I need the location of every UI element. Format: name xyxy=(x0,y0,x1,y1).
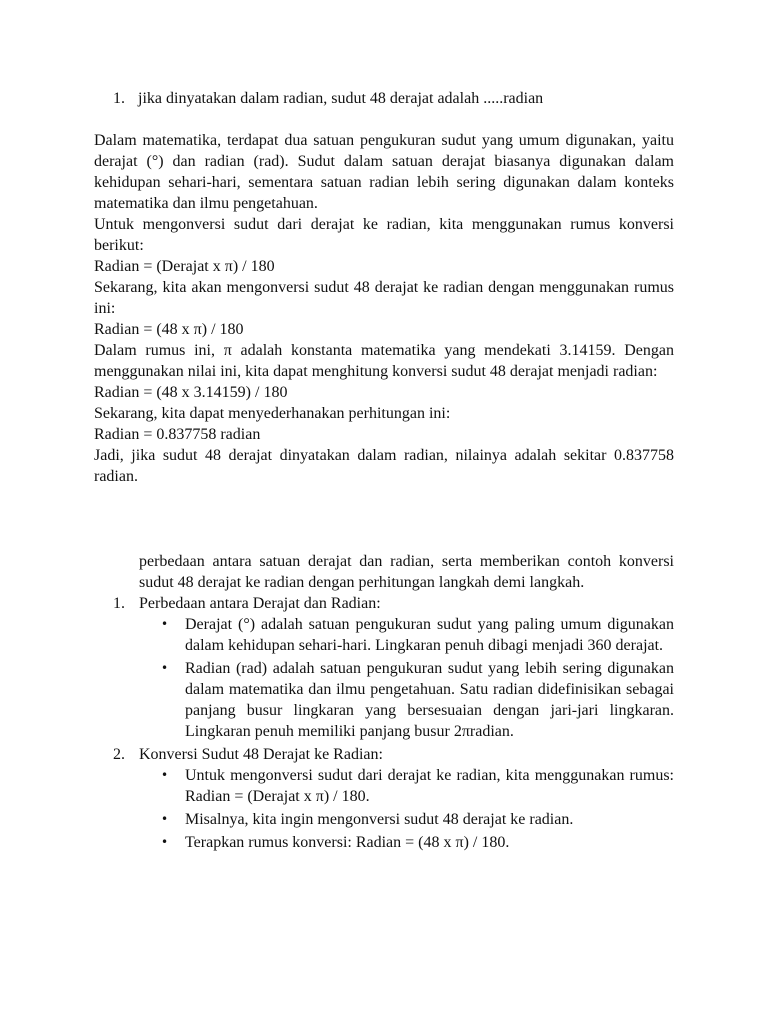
answer-body xyxy=(94,130,674,487)
question-line xyxy=(113,88,673,109)
bullet-terapkan: • Terapkan rumus konversi: Radian = (48 x π) / 180. xyxy=(185,832,674,853)
paragraph-simplify: Sekarang, kita dapat menyederhanakan perhitungan ini: xyxy=(94,405,451,422)
section-two-intro: perbedaan antara satuan derajat dan radian, serta memberikan contoh konversi sudut 48 derajat ke radian dengan perhitungan langkah demi langkah. xyxy=(139,553,674,591)
paragraph-intro: Dalam matematika, terdapat dua satuan pengukuran sudut yang umum digunakan, yaitu derajat (°) dan radian (rad). Sudut dalam satuan derajat biasanya digunakan dalam kehidupan sehari-hari, sementara satuan radian lebih sering digunakan dalam konteks matematika dan ilmu pengetahuan. xyxy=(94,132,674,212)
bullet-list xyxy=(139,765,674,853)
paragraph-conclusion: Jadi, jika sudut 48 derajat dinyatakan dalam radian, nilainya adalah sekitar 0.837758 radian. xyxy=(94,447,674,485)
bullet-list xyxy=(139,614,674,742)
bullet-derajat: • Derajat (°) adalah satuan pengukuran sudut yang paling umum digunakan dalam kehidupan sehari-hari. Lingkaran penuh dibagi menjadi 360 derajat. xyxy=(185,614,674,656)
bullet-rumus: • Untuk mengonversi sudut dari derajat ke radian, kita menggunakan rumus: Radian = (Derajat x π) / 180. xyxy=(185,765,674,807)
question-text: jika dinyatakan dalam radian, sudut 48 derajat adalah .....radian xyxy=(138,90,544,107)
formula-48: Radian = (48 x π) / 180 xyxy=(94,321,244,338)
bullet-misalnya: • Misalnya, kita ingin mengonversi sudut 48 derajat ke radian. xyxy=(185,809,674,830)
section-two xyxy=(113,551,674,855)
section-two-list xyxy=(113,593,674,853)
question-number: 1. xyxy=(113,90,125,107)
list-item-title: Konversi Sudut 48 Derajat ke Radian: xyxy=(139,746,383,763)
bullet-radian: • Radian (rad) adalah satuan pengukuran sudut yang lebih sering digunakan dalam matematika dan ilmu pengetahuan. Satu radian didefinisikan sebagai panjang busur lingkaran yang bersesuaian dengan jari-jari lingkaran. Lingkaran penuh memiliki panjang busur 2πradian. xyxy=(185,658,674,742)
list-item-perbedaan xyxy=(113,593,674,742)
paragraph-method: Untuk mengonversi sudut dari derajat ke radian, kita menggunakan rumus konversi berikut: xyxy=(94,216,674,254)
list-item-konversi xyxy=(113,744,674,853)
formula-numeric: Radian = (48 x 3.14159) / 180 xyxy=(94,384,288,401)
formula-result: Radian = 0.837758 radian xyxy=(94,426,261,443)
list-item-number: 2. xyxy=(113,746,125,763)
paragraph-pi: Dalam rumus ini, π adalah konstanta matematika yang mendekati 3.14159. Dengan menggunakan nilai ini, kita dapat menghitung konversi sudut 48 derajat menjadi radian: xyxy=(94,342,674,380)
list-item-number: 1. xyxy=(113,595,125,612)
list-item-title: Perbedaan antara Derajat dan Radian: xyxy=(139,595,381,612)
formula-general: Radian = (Derajat x π) / 180 xyxy=(94,258,275,275)
paragraph-convert: Sekarang, kita akan mengonversi sudut 48 derajat ke radian dengan menggunakan rumus ini: xyxy=(94,279,674,317)
